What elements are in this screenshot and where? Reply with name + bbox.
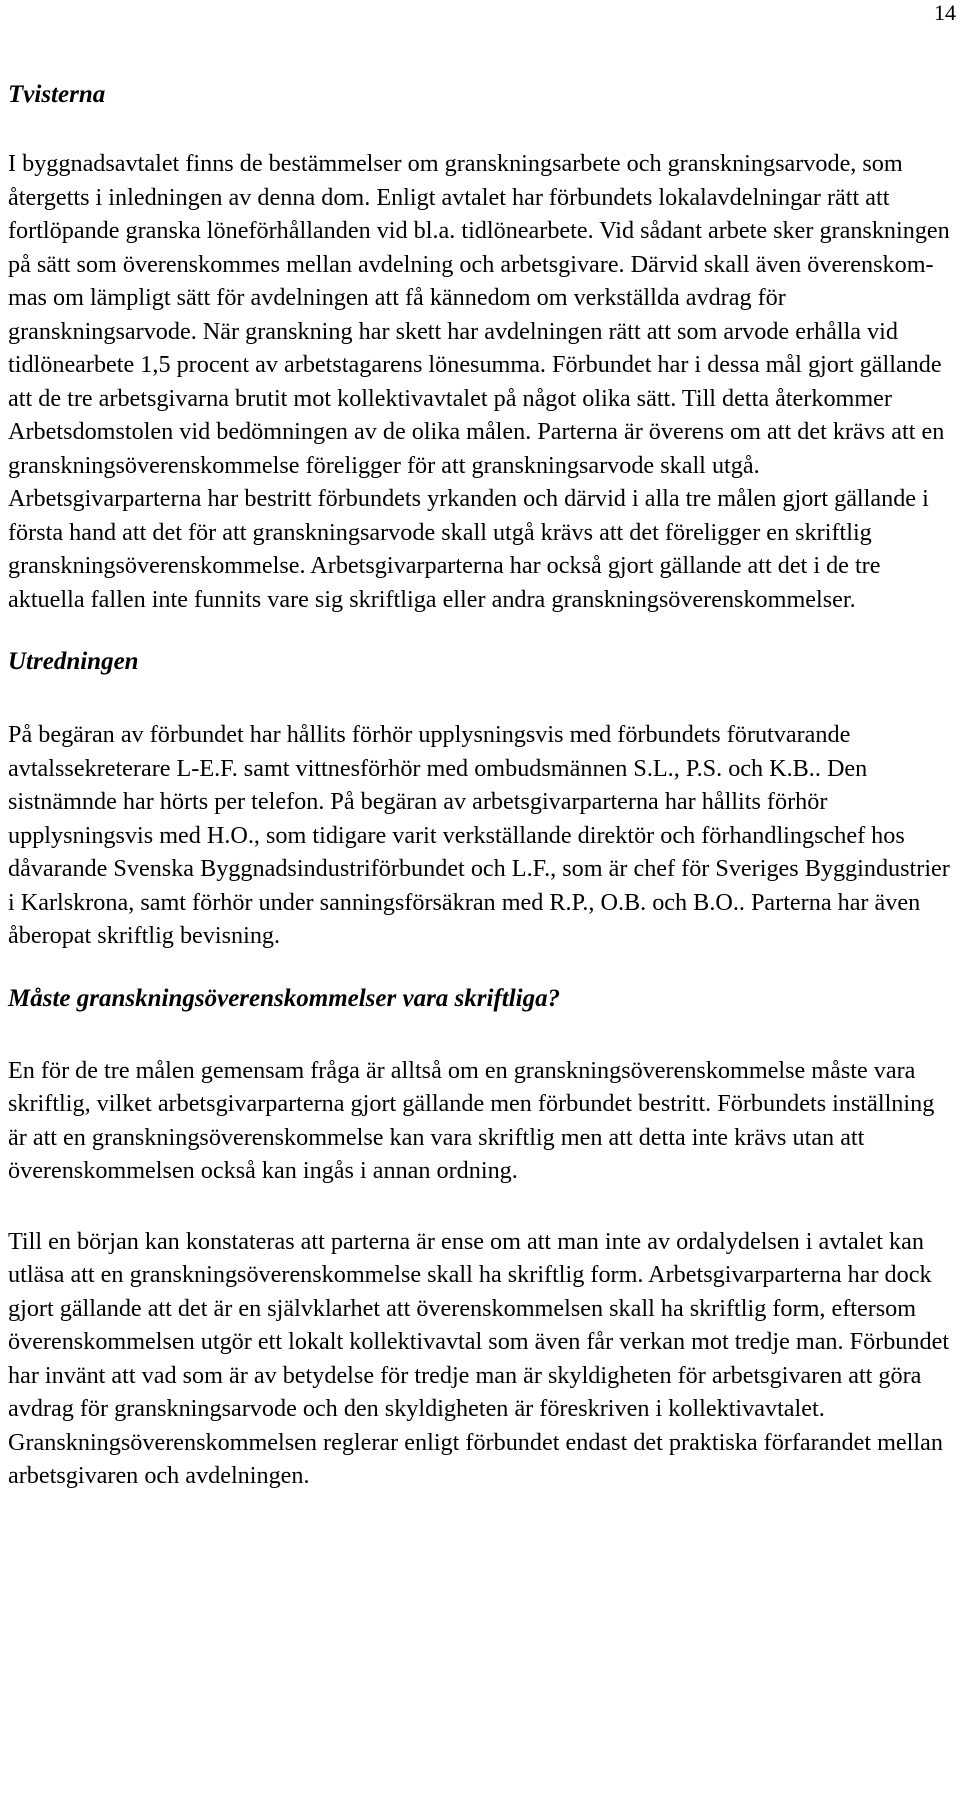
section-heading-utredningen: Utredningen [8,648,139,675]
section-heading-maste-skriftliga: Måste granskningsöverenskommelser vara skriftliga? [8,984,561,1012]
page-number: 14 [934,0,956,25]
section-heading-tvisterna: Tvisterna [8,81,106,108]
paragraph-konstateras: Till en början kan konstateras att parterna är ense om att man inte av ordalydelsen i avtalet kan utläsa att en granskningsöverenskommelse skall ha skriftlig form. Arbetsgivarparterna har dock gjort gällande att det är en självklarhet att överenskommelsen skall ha skriftlig form, eftersom överenskommelsen utgör ett lokalt kollektivavtal som även får verkan mot tredje man. Förbundet har invänt att vad som är av betydelse för tredje man är skyldigheten för arbetsgivaren att göra avdrag för granskningsarvode och den skyldigheten är föreskriven i kollektivavtalet. Granskningsöverenskommelsen reglerar enligt förbundet endast det praktiska förfarandet mellan arbetsgivaren och avdelningen. [8,1227,950,1489]
paragraph-utredningen: På begäran av förbundet har hållits förhör upplysningsvis med förbundets förutvarande avtalssekreterare L-E.F. samt vittnesförhör med ombudsmännen S.L., P.S. och K.B.. Den sistnämnde har hörts per telefon. På begäran av arbetsgivarparterna har hållits förhör upplysningsvis med H.O., som tidigare varit verkställande direktör och förhandlingschef hos dåvarande Svenska Byggnadsindustriförbundet och L.F., som är chef för Sveriges Byggindustrier i Karlskrona, samt förhör under sanningsförsäkran med R.P., O.B. och B.O.. Parterna har även åberopat skriftlig bevisning. [8,721,950,949]
document-body [8,80,950,1493]
paragraph-gemensam-fraga: En för de tre målen gemensam fråga är alltså om en granskningsöverenskommelse måste vara skriftlig, vilket arbetsgivarparterna gjort gällande men förbundet bestritt. Förbundets inställning är att en granskningsöverenskommelse kan vara skriftlig men att detta inte krävs utan att överenskommelsen också kan ingås i annan ordning. [8,1056,935,1184]
paragraph-tvisterna: I byggnadsavtalet finns de bestämmelser om granskningsarbete och granskningsarvode, som återgetts i inledningen av denna dom. Enligt avtalet har förbundets lokalavdelningar rätt att fortlöpande granska löneförhållanden vid bl.a. tidlönearbete. Vid sådant arbete sker granskningen på sätt som överenskommes mellan avdelning och arbetsgivare. Därvid skall även överenskommas om lämpligt sätt för avdelningen att få kännedom om verkställda avdrag för granskningsarvode. När granskning har skett har avdelningen rätt att som arvode erhålla vid tidlönearbete 1,5 procent av arbetstagarens lönesumma. Förbundet har i dessa mål gjort gällande att de tre arbetsgivarna brutit mot kollektivavtalet på något olika sätt. Till detta återkommer Arbetsdomstolen vid bedömningen av de olika målen. Parterna är överens om att det krävs att en granskningsöverenskommelse föreligger för att granskningsarvode skall utgå. Arbetsgivarparterna har bestritt förbundets yrkanden och därvid i alla tre målen gjort gällande i första hand att det för att granskningsarvode skall utgå krävs att det föreligger en skriftlig granskningsöverenskommelse. Arbetsgivarparterna har också gjort gällande att det i de tre aktuella fallen inte funnits vare sig skriftliga eller andra granskningsöverenskommelser. [8,150,950,613]
